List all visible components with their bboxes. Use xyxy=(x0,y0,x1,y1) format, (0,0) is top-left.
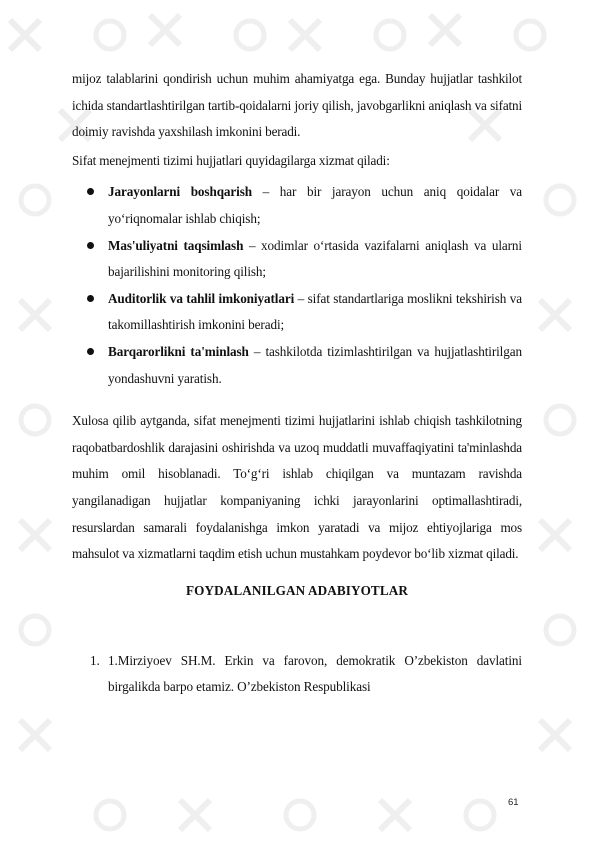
paragraph-conclusion: Xulosa qilib aytganda, sifat menejmenti tizimi hujjatlarini ishlab chiqish tashkilotning raqobatbardoshlik darajasini oshirishda va uzoq muddatli muvaffaqiyatini ta'minlashda muhim omil hisoblanadi. To‘g‘ri ishlab chiqilgan va muntazam ravishda yangilanadigan hujjatlar kompaniyaning ichki jarayonlarini optimallashtiradi, resurslardan samarali foydalanishga imkon yaratadi va mijoz ehtiyojlariga mos mahsulot va xizmatlarni taqdim etish uchun mustahkam poydevor bo‘lib xizmat qiladi. xyxy=(72,413,522,562)
page-number: 61 xyxy=(508,797,519,808)
reference-item xyxy=(72,648,522,701)
bullet-icon xyxy=(87,188,94,195)
bullet-item xyxy=(72,339,522,392)
bullet-term: Barqarorlikni ta'minlash xyxy=(108,343,249,359)
bullet-term: Auditorlik va tahlil imkoniyatlari xyxy=(108,290,295,306)
bullet-text: – har bir jarayon uchun aniq qoidalar va yo‘riqnomalar ishlab chiqish; xyxy=(108,184,522,226)
bullet-item xyxy=(72,286,522,339)
paragraph-intro: mijoz talablarini qondirish uchun muhim ahamiyatga ega. Bunday hujjatlar tashkilot ichida standartlashtirilgan tartib-qoidalarni joriy qilish, javobgarlikni aniqlash va sifatni doimiy ravishda yaxshilash imkonini beradi. xyxy=(72,71,522,140)
bullet-icon xyxy=(87,242,94,249)
references-heading: FOYDALANILGAN ADABIYOTLAR xyxy=(186,582,408,598)
bullet-text: – tashkilotda tizimlashtirilgan va hujjatlashtirilgan yondashuvni yaratish. xyxy=(108,343,522,386)
bullet-term: Mas'uliyatni taqsimlash xyxy=(108,237,244,253)
document-page xyxy=(72,66,522,701)
bullet-term: Jarayonlarni boshqarish xyxy=(108,184,253,200)
paragraph-list-intro: Sifat menejmenti tizimi hujjatlari quyidagilarga xizmat qiladi: xyxy=(72,152,390,168)
bullet-icon xyxy=(87,295,94,302)
bullet-text: – xodimlar o‘rtasida vazifalarni aniqlash va ularni bajarilishini monitoring qilish; xyxy=(108,237,522,280)
bullet-icon xyxy=(87,348,94,355)
bullet-item xyxy=(72,233,522,286)
reference-number: 1. xyxy=(90,652,100,668)
reference-text: 1.Mirziyoev SH.M. Erkin va farovon, demokratik O’zbekiston davlatini birgalikda barpo etamiz. O’zbekiston Respublikasi xyxy=(108,652,522,695)
bullet-list xyxy=(72,179,522,392)
bullet-text: – sifat standartlariga moslikni tekshirish va takomillashtirish imkonini beradi; xyxy=(108,290,522,333)
bullet-item xyxy=(72,179,522,232)
